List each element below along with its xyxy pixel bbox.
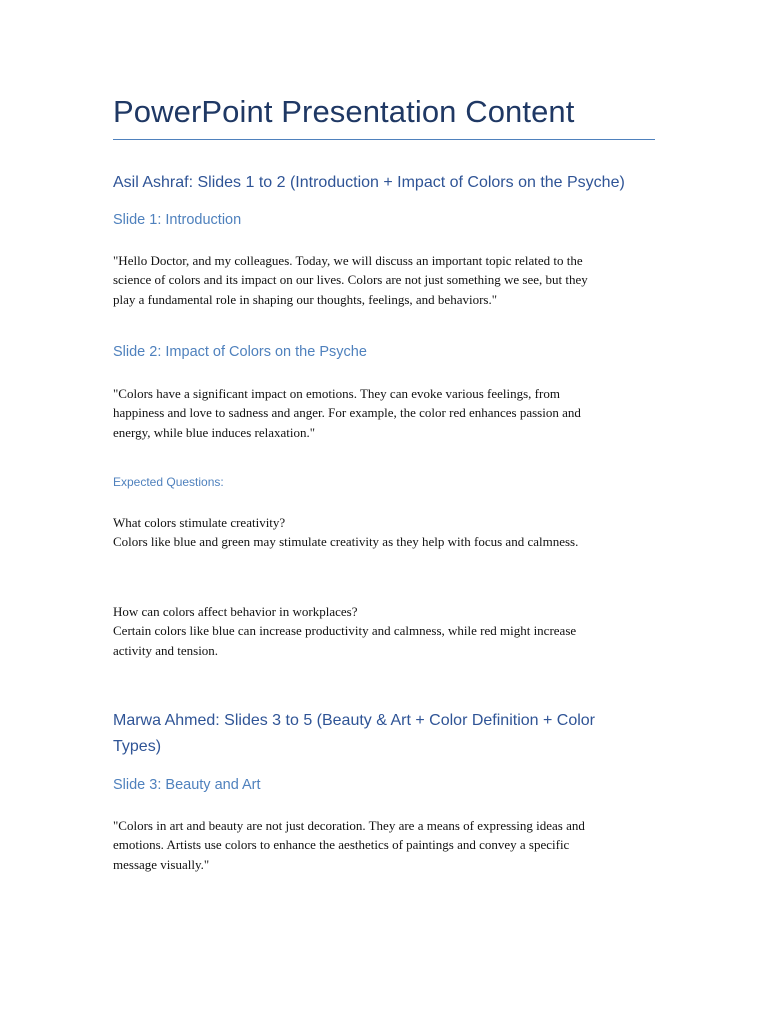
slide-3-paragraph <box>113 816 658 874</box>
answer-text: activity and tension. <box>113 642 219 658</box>
paragraph-line: "Colors have a significant impact on emotions. They can evoke various feelings, from <box>113 386 560 401</box>
slide-1-heading: Slide 1: Introduction <box>113 212 242 228</box>
slide-3-heading: Slide 3: Beauty and Art <box>113 777 261 793</box>
paragraph-line: energy, while blue induces relaxation." <box>113 424 316 440</box>
question-text: What colors stimulate creativity? <box>113 515 286 530</box>
question-2-block <box>113 602 658 660</box>
heading-line: Marwa Ahmed: Slides 3 to 5 (Beauty & Art + Color Definition + Color <box>113 712 596 729</box>
paragraph-line: play a fundamental role in shaping our thoughts, feelings, and behaviors." <box>113 291 498 307</box>
paragraph-line: "Colors in art and beauty are not just decoration. They are a means of expressing ideas and <box>113 818 585 833</box>
paragraph-line: emotions. Artists use colors to enhance the aesthetics of paintings and convey a specific <box>113 837 570 853</box>
slide-2-heading: Slide 2: Impact of Colors on the Psyche <box>113 344 367 360</box>
answer-text: Certain colors like blue can increase productivity and calmness, while red might increase <box>113 623 577 639</box>
paragraph-line: happiness and love to sadness and anger. For example, the color red enhances passion and <box>113 405 581 421</box>
expected-questions-heading: Expected Questions: <box>113 475 224 489</box>
heading-line: Types) <box>113 738 162 755</box>
section-heading-marwa-ahmed <box>113 708 658 760</box>
paragraph-line: "Hello Doctor, and my colleagues. Today, we will discuss an important topic related to the <box>113 253 583 268</box>
section-heading-asil-ashraf: Asil Ashraf: Slides 1 to 2 (Introduction + Impact of Colors on the Psyche) <box>113 174 625 191</box>
paragraph-line: science of colors and its impact on our lives. Colors are not just something we see, but they <box>113 272 588 288</box>
question-text: How can colors affect behavior in workplaces? <box>113 604 358 619</box>
title-underline <box>113 139 655 140</box>
document-title: PowerPoint Presentation Content <box>113 94 575 129</box>
question-1-block <box>113 513 658 552</box>
paragraph-line: message visually." <box>113 856 210 872</box>
answer-text: Colors like blue and green may stimulate creativity as they help with focus and calmness. <box>113 534 579 550</box>
slide-2-paragraph <box>113 384 658 442</box>
slide-1-paragraph <box>113 251 658 309</box>
